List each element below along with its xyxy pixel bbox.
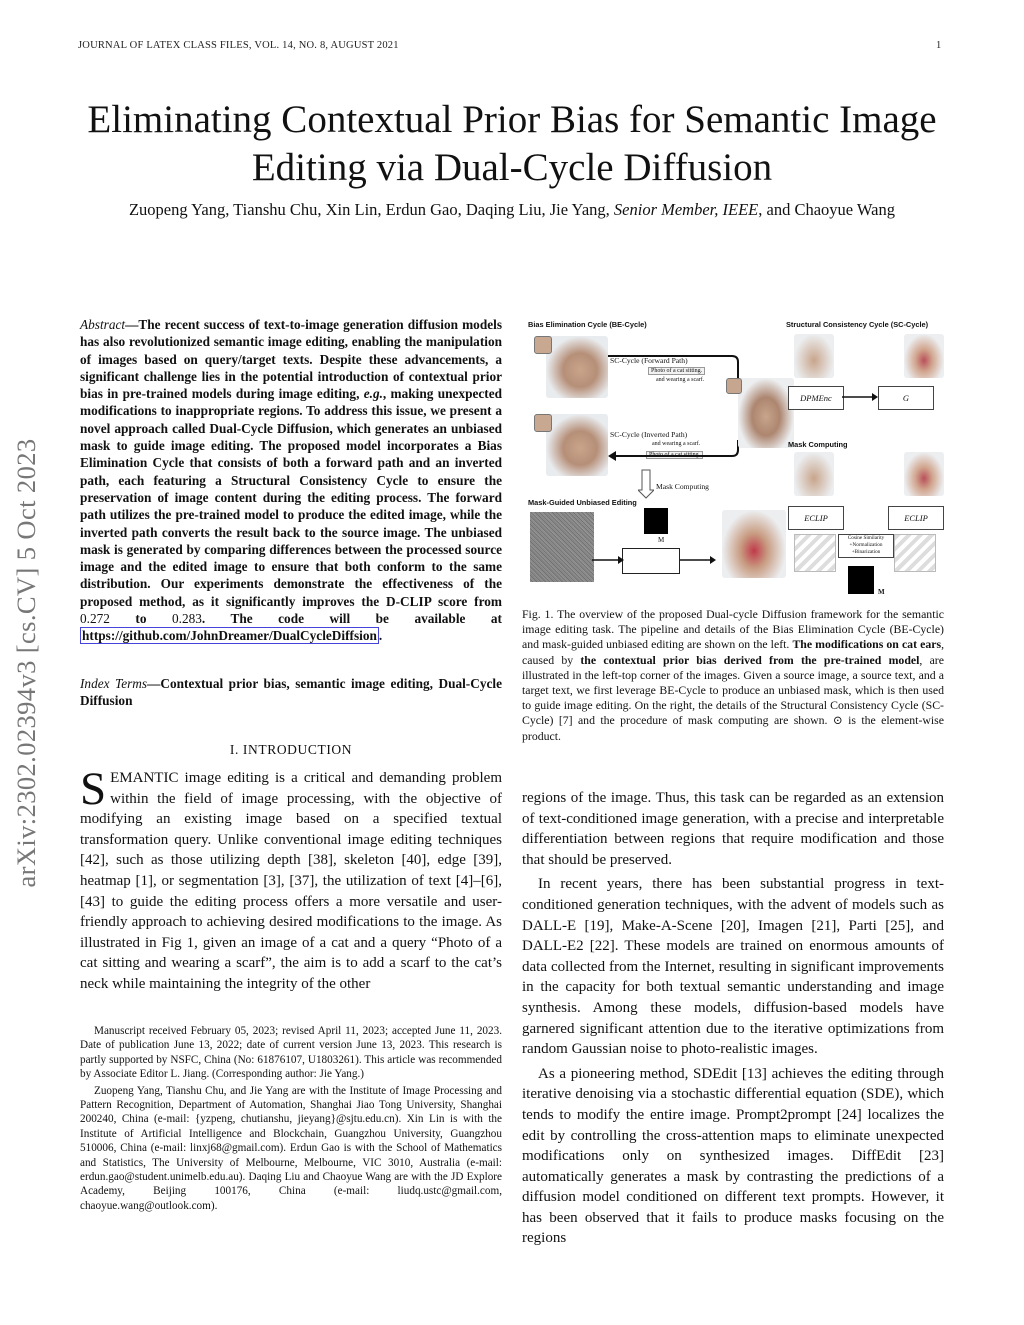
- inverted-cat-image: [546, 414, 608, 476]
- section-heading: I. INTRODUCTION: [229, 742, 353, 757]
- mask-symbol: M: [658, 536, 665, 544]
- running-header: JOURNAL OF LATEX CLASS FILES, VOL. 14, NO. 8, AUGUST 2021: [78, 40, 399, 51]
- output-mask-symbol: M: [878, 588, 885, 596]
- feature-blocks-1: [794, 534, 836, 572]
- sc-arrow-icon: [842, 392, 882, 402]
- clip-encoder-box-2: ECLIP: [888, 506, 944, 530]
- mc-source-image: [794, 452, 834, 496]
- generator-box: G: [878, 386, 934, 410]
- abstract: [80, 316, 502, 645]
- inset-ear-image: [534, 336, 552, 354]
- footnote-affiliations: Zuopeng Yang, Tianshu Chu, and Jie Yang are with the Institute of Image Processing and Pattern Recognition, Department of Automation, Shanghai Jiao Tong University, Shanghai 200240, China (e-mail: {yzpeng, chutianshu, jieyang}@sjtu.edu.cn). Xin Lin is with the Institute of Artificial Intelligence and Blockchain, Guangzhou University, Guangzhou 510006, China (e-mail: linxj68@gmail.com). Erdun Gao is with the School of Mathematics and Statistics, The University of Melbourne, Melbourne, VIC 3010, Australia (e-mail: erdun.gao@student.unimelb.edu.au). Daqing Liu and Chaoyue Wang are with the JD Explore Academy, Beijing 100176, China (e-mail: liudq.ustc@gmail.com, chaoyue.wang@outlook.com).: [80, 1084, 502, 1212]
- arxiv-stamp: arXiv:2302.02394v3 [cs.CV] 5 Oct 2023: [11, 438, 41, 888]
- author-names-end: , and Chaoyue Wang: [758, 200, 896, 219]
- intro-text: EMANTIC image editing is a critical and demanding problem within the field of image processing, with the objective of modifying an existing image based on a specified textual transformation query. Unlike conventional image editing techniques [42], such as those utilizing depth [38], skeleton [40], edge [39], heatmap [1], or segmentation [3], [37], the utilization of text [4]–[6], [43] to guide the editing process offers a more versatile and user-friendly approach to achieving desired modifications to the image. As illustrated in Fig 1, given an image of a cat and a query “Photo of a cat sitting and wearing a scarf”, the aim is to add a scarf to the cat’s neck while maintaining the integrity of the other: [80, 770, 502, 992]
- figure-1: [526, 318, 944, 600]
- cosine-similarity-box: Cosine Similarity +Normalization +Binarization: [838, 534, 894, 558]
- forward-arrow-icon: [606, 346, 746, 466]
- figure-caption: [522, 607, 944, 744]
- right-column-body: [522, 788, 944, 1253]
- edit-arrows-icon: [592, 554, 732, 566]
- score-to: 0.283: [171, 611, 202, 627]
- clip-encoder-box-1: ECLIP: [788, 506, 844, 530]
- be-cycle-label: Bias Elimination Cycle (BE-Cycle): [528, 320, 647, 329]
- inset-ear-image-3: [726, 378, 742, 394]
- down-arrow-icon: [638, 468, 654, 500]
- mask-computing-heading: Mask Computing: [788, 440, 848, 449]
- output-mask-image: [848, 566, 874, 594]
- sc-cycle-label: Structural Consistency Cycle (SC-Cycle): [786, 320, 929, 329]
- mask-image: [644, 508, 668, 534]
- caption-text-3: , are illustrated in the left-top corner of the images. Given a source image, a source text, and a target text, we first leverage BE-Cycle to produce an unbiased mask, which is then used to guide image editing. On the right, the details of the Structural Consistency Cycle (SC-Cycle) [7] and the procedure of mask computing are shown. ⊙ is the element-wise product.: [522, 652, 944, 743]
- caption-bold-1: The modifications on cat ears: [792, 637, 942, 652]
- abstract-text-3: . The code will be available at: [201, 611, 502, 627]
- index-terms-text: —Contextual prior bias, semantic image editing, Dual-Cycle Diffusion: [80, 676, 502, 708]
- output-cat-image: [722, 510, 786, 578]
- paragraph-2: In recent years, there has been substantial progress in text-conditioned generation techniques, with the advent of models such as DALL-E [19], Make-A-Scene [20], Imagen [21], Parti [25], and DALL-E2 [22]. These models are trained on enormous amounts of data collected from the Internet, resulting in significant improvements in the capacity for both textual semantic understanding and image synthesis. Among these models, diffusion-based models have garnered significant attention due to the iterative optimizations from random Gaussian noise to photo-realistic images.: [522, 876, 944, 1058]
- target-text-box: and wearing a scarf.: [656, 377, 705, 383]
- drop-cap: S: [80, 763, 107, 815]
- mask-computing-label: Mask Computing: [656, 482, 709, 491]
- intro-paragraph: [80, 763, 502, 995]
- abstract-text-2: , making unexpected modifications to inappropriate regions. To address this issue, we present a novel approach called Dual-Cycle Diffusion, which generates an unbiased mask to guide image editing. The proposed model incorporates a Bias Elimination Cycle that consists of both a forward path and an inverted path, each featuring a Structural Consistency Cycle to ensure the preservation of image content during the editing process. The forward path utilizes the pre-trained model to produce the edited image, while the inverted path converts the result back to the source image. The unbiased mask is generated by comparing differences between the processed source image and the edited image to ensure that both conform to the same distribution. Our experiments demonstrate the effectiveness of the proposed method, as it significantly improves the D-CLIP score from: [80, 386, 502, 609]
- abstract-to: to: [109, 611, 172, 627]
- caption-bold-2: the contextual prior bias derived from the pre-trained model: [580, 652, 920, 667]
- paragraph-1: regions of the image. Thus, this task can be regarded as an extension of text-conditioned image generation, with a precise and interpretable differentiation between regions that require modification and those that should be preserved.: [522, 790, 944, 868]
- index-terms: [80, 675, 502, 709]
- caption-text: The overview of the proposed Dual-cycle Diffusion framework for the semantic image editing task. The pipeline and details of the Bias Elimination Cycle (BE-Cycle) and mask-guided unbiased editing are shown on the left.: [522, 607, 944, 652]
- caption-label: Fig. 1.: [522, 607, 554, 621]
- sc-target-image: [904, 334, 944, 378]
- author-role: Senior Member, IEEE: [613, 200, 759, 219]
- abstract-text: —The recent success of text-to-image generation diffusion models has also revolutionized semantic image editing, enabling the manipulation of images based on query/target texts. Despite these advancements, a significant challenge lies in the potential introduction of contextual prior bias in pre-trained models during image editing,: [80, 317, 502, 402]
- source-text-box: Photo of a cat sitting.: [648, 367, 705, 375]
- author-list: [80, 199, 944, 221]
- footnote-manuscript: Manuscript received February 05, 2023; revised April 11, 2023; accepted June 11, 2023. Date of publication June 13, 2022; date of current version June 13, 2023. This research is partly supported by NSFC, China (No: 61876107, U1803261). This article was recommended by Associate Editor L. Jiang. (Corresponding author: Jie Yang.): [80, 1025, 502, 1081]
- inverted-target-text: Photo of a cat sitting.: [646, 451, 703, 459]
- mc-target-image: [904, 452, 944, 496]
- page-number: 1: [936, 40, 942, 51]
- source-cat-image: [546, 336, 608, 398]
- abstract-eg: e.g.: [363, 386, 383, 402]
- abstract-label: Abstract: [80, 317, 126, 332]
- caption-text-2: , caused by: [522, 637, 945, 667]
- inverted-source-text: and wearing a scarf.: [652, 441, 701, 447]
- paper-title: Eliminating Contextual Prior Bias for Semantic Image Editing via Dual-Cycle Diffusion: [87, 98, 937, 189]
- author-names: Zuopeng Yang, Tianshu Chu, Xin Lin, Erdun Gao, Daqing Liu, Jie Yang,: [128, 200, 614, 219]
- target-cat-image: [738, 378, 794, 448]
- forward-path-label: SC-Cycle (Forward Path): [610, 356, 688, 365]
- index-terms-label: Index Terms: [80, 676, 148, 691]
- feature-blocks-2: [894, 534, 936, 572]
- inset-ear-image-2: [534, 414, 552, 432]
- score-from: 0.272: [80, 611, 110, 627]
- inverted-path-label: SC-Cycle (Inverted Path): [610, 430, 688, 439]
- abstract-end: .: [378, 628, 383, 644]
- mask-guided-label: Mask-Guided Unbiased Editing: [528, 498, 637, 507]
- footnotes: [80, 1024, 502, 1215]
- paragraph-3: As a pioneering method, SDEdit [13] achieves the editing through iterative denoising via a stochastic differential equation (SDE), which tends to modify the entire image. Prompt2prompt [24] localizes the edit by controlling the cross-attention maps to eliminate unexpected modifications only on synthesized images. DiffEdit [23] automatically generates a mask by contrasting the predictions of a diffusion model conditioned on different text prompts. However, it has been observed that it fails to produce masks focusing on the regions: [522, 1065, 944, 1247]
- noise-image: [530, 512, 594, 582]
- sc-source-image: [794, 334, 834, 378]
- dpm-encoder-box: DPMEnc: [788, 386, 844, 410]
- code-link[interactable]: https://github.com/JohnDreamer/DualCycleDiffsion: [82, 628, 377, 644]
